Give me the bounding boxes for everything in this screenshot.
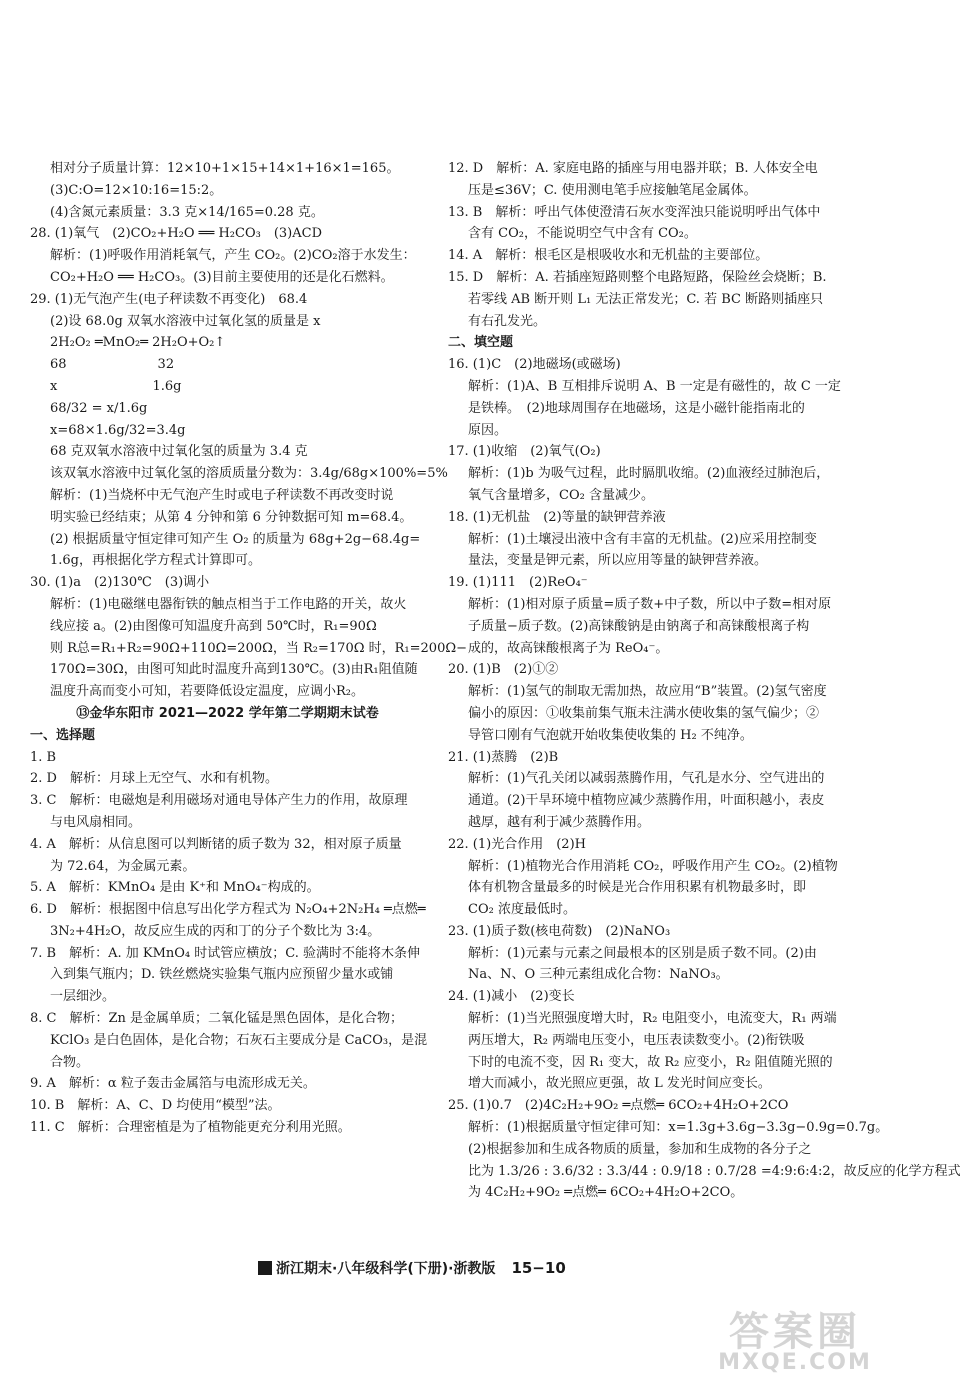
watermark [700,1300,890,1380]
text-line: 20. (1)B (2)①② [448,662,559,678]
text-line: 导管口刚有气泡就开始收集使收集的 H₂ 不纯净。 [468,727,753,743]
text-line: 170Ω=30Ω，由图可知此时温度升高到130℃。(3)由R₁阻值随 [50,662,418,678]
text-line: 21. (1)蒸腾 (2)B [448,749,559,765]
text-line: 子质量−质子数。(2)高铼酸钠是由钠离子和高铼酸根离子构 [468,618,810,634]
text-line: 解析：(1)根据质量守恒定律可知：x=1.3g+3.6g−3.3g−0.9g=0.7g。 [468,1120,889,1136]
text-line: 28. (1)氧气 (2)CO₂+H₂O ══ H₂CO₃ (3)ACD [30,226,323,242]
text-line: 解析：(1)当烧杯中无气泡产生时或电子秤读数不再改变时说 [50,487,394,503]
text-line: 相对分子质量计算：12×10+1×15+14×1+16×1=165。 [50,161,400,176]
text-line: 2. D 解析：月球上无空气、水和有机物。 [30,771,278,787]
text-line: 氧气含量增多，CO₂ 含量减少。 [468,487,654,503]
text-line: 温度升高而变小可知，若要降低设定温度，应调小R₂。 [50,684,364,700]
text-line: 明实验已经结束；从第 4 分钟和第 6 分钟数据可知 m=68.4。 [50,509,413,525]
page-footer [258,1258,658,1280]
text-line: 偏小的原因：①收集前集气瓶未注满水使收集的氢气偏少；② [468,705,820,721]
text-line: 体有机物含量最多的时候是光合作用积累有机物最多时，即 [468,880,807,896]
text-line: 与电风扇相同。 [50,814,142,830]
text-line: 3. C 解析：电磁炮是利用磁场对通电导体产生力的作用，故原理 [30,793,408,809]
text-line: 解析：(1)呼吸作用消耗氧气，产生 CO₂。(2)CO₂溶于水发生： [50,248,416,264]
text-line: 原因。 [468,422,508,438]
watermark-logo: 答案圈 [729,1309,861,1355]
text-line: 线应接 a。(2)由图像可知温度升高到 50℃时，R₁=90Ω [50,618,377,634]
text-line: 17. (1)收缩 (2)氧气(O₂) [448,444,601,460]
text-line: 解析：(1)b 为吸气过程，此时膈肌收缩。(2)血液经过肺泡后， [468,466,830,482]
text-line: 解析：(1)A、B 互相排斥说明 A、B 一定是有磁性的，故 C 一定 [468,378,841,394]
text-line: 比为 1.3/26 : 3.6/32 : 3.3/44 : 0.9/18 : 0.7/28 =4:9:6:4:2，故反应的化学方程式 [468,1163,961,1179]
left-column [30,158,468,1139]
text-line: 13. B 解析：呼出气体使澄清石灰水变浑浊只能说明呼出气体中 [448,204,821,220]
text-line: 两压增大，R₂ 两端电压变小，电压表读数变小。(2)衔铁吸 [468,1032,805,1048]
text-line: 24. (1)减小 (2)变长 [448,989,575,1005]
text-line: 是铁棒。 (2)地球周围存在地磁场，这是小磁针能指南北的 [468,400,805,416]
text-line: 解析：(1)相对原子质量=质子数+中子数，所以中子数=相对原 [468,596,832,612]
text-line: ⑬金华东阳市 2021—2022 学年第二学期期末试卷 [76,705,379,721]
text-line: (2) 根据质量守恒定律可知产生 O₂ 的质量为 68g+2g−68.4g= [50,531,421,547]
text-line: 10. B 解析：A、C、D 均使用“模型”法。 [30,1098,281,1114]
text-line: 解析：(1)土壤浸出液中含有丰富的无机盐。(2)应采用控制变 [468,531,817,547]
text-line: 12. D 解析：A. 家庭电路的插座与用电器并联；B. 人体安全电 [448,161,818,176]
text-line: 一层细沙。 [50,989,116,1005]
text-line: 二、填空题 [448,335,514,351]
text-line: CO₂ 浓度最低时。 [468,902,576,918]
text-line: KClO₃ 是白色固体，是化合物；石灰石主要成分是 CaCO₃，是混 [50,1032,428,1048]
text-line: 3N₂+4H₂O，故反应生成的丙和丁的分子个数比为 3:4。 [50,923,381,939]
text-line: 16. (1)C (2)地磁场(或磁场) [448,357,621,373]
text-line: 14. A 解析：根毛区是根吸收水和无机盐的主要部位。 [448,248,769,264]
text-line: x 1.6g [50,378,182,394]
text-line: 解析：(1)元素与元素之间最根本的区别是质子数不同。(2)由 [468,945,817,961]
text-line: 25. (1)0.7 (2)4C₂H₂+9O₂ ═点燃═ 6CO₂+4H₂O+2CO [448,1098,789,1114]
text-line: 压是≤36V；C. 使用测电笔手应接触笔尾金属体。 [468,182,757,198]
text-line: 68 克双氧水溶液中过氧化氢的质量为 3.4 克 [50,444,308,460]
text-line: 5. A 解析：KMnO₄ 是由 K⁺和 MnO₄⁻构成的。 [30,880,320,896]
text-line: 68/32 = x/1.6g [50,400,148,416]
text-line: 29. (1)无气泡产生(电子秤读数不再变化) 68.4 [30,291,308,307]
text-line: 解析：(1)当光照强度增大时，R₂ 电阻变小，电流变大，R₁ 两端 [468,1011,837,1027]
text-line: 30. (1)a (2)130℃ (3)调小 [30,575,210,591]
text-line: 下时的电流不变，因 R₁ 变大，故 R₂ 应变小，R₂ 阻值随光照的 [468,1054,833,1070]
text-line: 含有 CO₂，不能说明空气中含有 CO₂。 [468,226,697,242]
text-line: 23. (1)质子数(核电荷数) (2)NaNO₃ [448,923,671,939]
text-line: 18. (1)无机盐 (2)等量的缺钾营养液 [448,509,666,525]
text-line: 越厚，越有利于减少蒸腾作用。 [468,814,651,830]
text-line: 6. D 解析：根据图中信息写出化学方程式为 N₂O₄+2N₂H₄ ═点燃═ [30,902,426,918]
text-line: (2)根据参加和生成各物质的质量，参加和生成物的各分子之 [468,1141,812,1157]
text-line: 68 32 [50,357,175,373]
page-number: 15−10 [511,1259,566,1277]
text-line: 1. B [30,749,57,765]
text-line: 增大而减小，故光照应更强，故 L 发光时间应变长。 [468,1076,771,1092]
text-line: 11. C 解析：合理密植是为了植物能更充分利用光照。 [30,1120,351,1136]
footer-title: 浙江期末·八年级科学(下册)·浙教版 [276,1261,496,1277]
text-line: 9. A 解析：α 粒子轰击金属箔与电流形成无关。 [30,1076,316,1092]
text-line: 解析：(1)植物光合作用消耗 CO₂，呼吸作用产生 CO₂。(2)植物 [468,858,838,874]
text-line: Na、N、O 三种元素组成化合物：NaNO₃。 [468,967,729,983]
text-line: 成的，故高铼酸根离子为 ReO₄⁻。 [468,640,669,656]
footer-square-icon [258,1261,272,1275]
text-line: 解析：(1)氢气的制取无需加热，故应用“B”装置。(2)氢气密度 [468,684,827,700]
text-line: 为 72.64，为金属元素。 [50,858,196,874]
text-line: 7. B 解析：A. 加 KMnO₄ 时试管应横放；C. 验满时不能将木条伸 [30,945,421,961]
text-line: 量法，变量是钾元素，所以应用等量的缺钾营养液。 [468,553,768,569]
text-line: (4)含氮元素质量：3.3 克×14/165=0.28 克。 [50,204,324,220]
text-line: CO₂+H₂O ══ H₂CO₃。(3)目前主要使用的还是化石燃料。 [50,269,394,285]
text-line: 有右孔发光。 [468,313,547,329]
text-line: 2H₂O₂ ═MnO₂═ 2H₂O+O₂↑ [50,335,226,351]
text-line: 则 R总=R₁+R₂=90Ω+110Ω=200Ω，当 R₂=170Ω 时，R₁=200Ω− [50,640,468,656]
text-line: (2)设 68.0g 双氧水溶液中过氧化氢的质量是 x [50,313,321,329]
right-column [448,158,961,1204]
text-line: (3)C:O=12×10:16=15:2。 [50,182,223,198]
text-line: 15. D 解析：A. 若插座短路则整个电路短路，保险丝会烧断；B. [448,269,827,285]
text-line: 若零线 AB 断开则 L₁ 无法正常发光；C. 若 BC 断路则插座只 [468,291,824,307]
text-line: 解析：(1)电磁继电器衔铁的触点相当于工作电路的开关，故火 [50,596,407,612]
text-line: 入到集气瓶内；D. 铁丝燃烧实验集气瓶内应预留少量水或铺 [50,967,394,983]
text-line: 合物。 [50,1054,90,1070]
text-line: 通道。(2)干旱环境中植物应减少蒸腾作用，叶面积越小，表皮 [468,793,825,809]
text-line: 19. (1)111 (2)ReO₄⁻ [448,575,588,591]
text-line: 1.6g，再根据化学方程式计算即可。 [50,553,261,569]
text-line: 8. C 解析：Zn 是金属单质；二氧化锰是黑色固体，是化合物； [30,1011,404,1027]
text-line: 4. A 解析：从信息图可以判断锗的质子数为 32，相对原子质量 [30,836,402,852]
text-line: x=68×1.6g/32=3.4g [50,422,186,438]
text-line: 一、选择题 [30,727,96,743]
watermark-url: MXQE.COM [718,1350,872,1375]
text-line: 该双氧水溶液中过氧化氢的溶质质量分数为：3.4g/68g×100%=5% [50,466,448,482]
text-line: 22. (1)光合作用 (2)H [448,836,586,852]
text-line: 解析：(1)气孔关闭以减弱蒸腾作用，气孔是水分、空气进出的 [468,771,825,787]
text-line: 为 4C₂H₂+9O₂ ═点燃═ 6CO₂+4H₂O+2CO。 [468,1185,744,1201]
